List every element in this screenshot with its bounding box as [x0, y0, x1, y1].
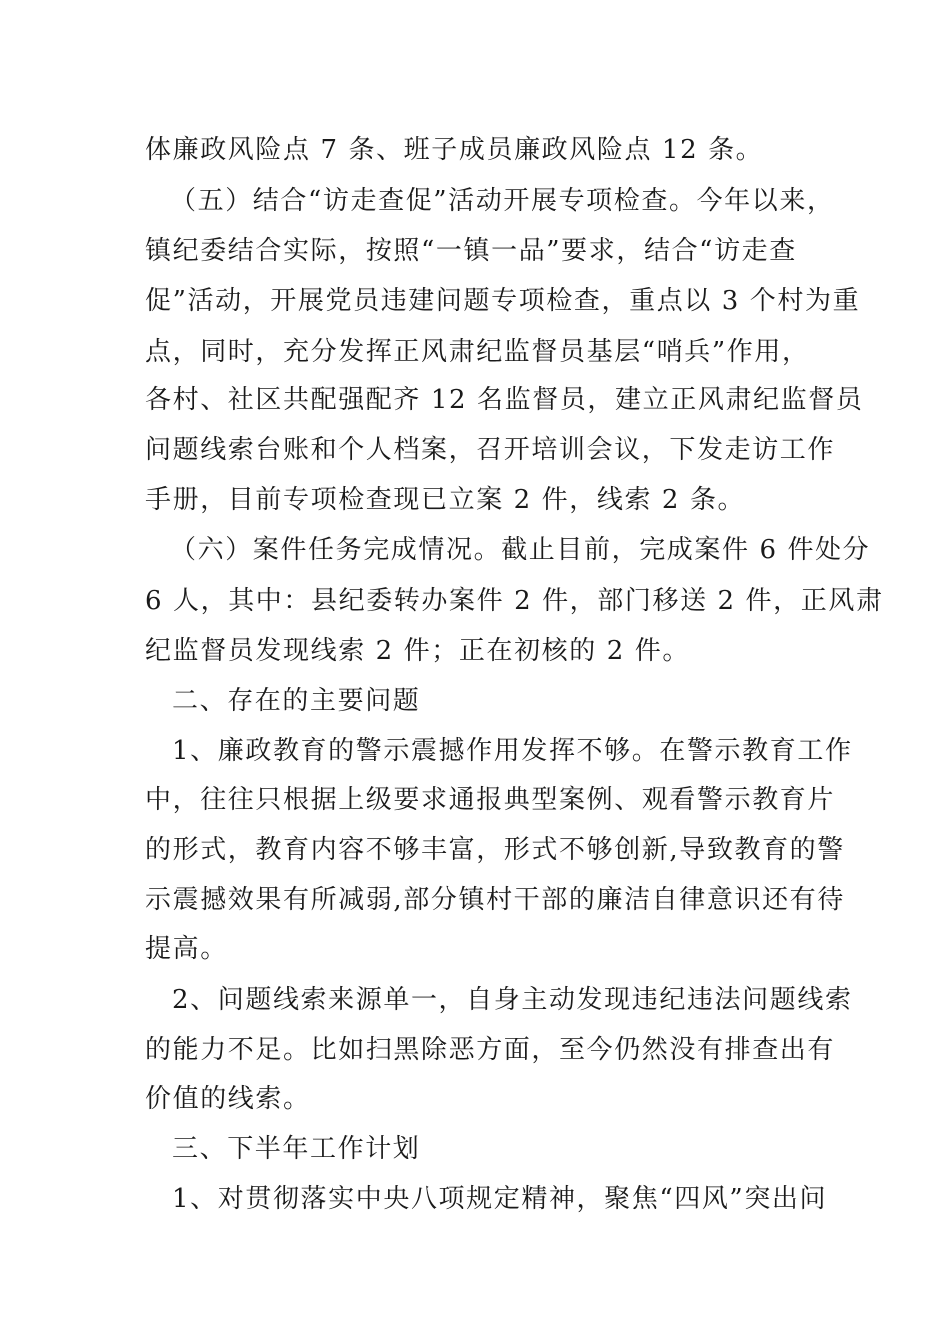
text-line: 体廉政风险点 7 条、班子成员廉政风险点 12 条。 — [145, 135, 764, 165]
text-line: 6 人，其中：县纪委转办案件 2 件，部门移送 2 件，正风肃 — [145, 586, 884, 616]
text-line: （六）案件任务完成情况。截止目前，完成案件 6 件处分 — [170, 535, 871, 565]
text-line: 纪监督员发现线索 2 件；正在初核的 2 件。 — [145, 636, 690, 666]
text-line: 1、廉政教育的警示震撼作用发挥不够。在警示教育工作 — [172, 736, 853, 766]
text-line: 的形式，教育内容不够丰富，形式不够创新,导致教育的警 — [145, 835, 845, 865]
text-line: 2、问题线索来源单一，自身主动发现违纪违法问题线索 — [172, 985, 853, 1015]
text-line: 价值的线索。 — [145, 1084, 311, 1114]
text-line: 的能力不足。比如扫黑除恶方面，至今仍然没有排查出有 — [145, 1035, 836, 1065]
text-line: 1、对贯彻落实中央八项规定精神，聚焦“四风”突出问 — [172, 1184, 828, 1214]
text-line: 手册，目前专项检查现已立案 2 件，线索 2 条。 — [145, 485, 746, 515]
text-line: 问题线索台账和个人档案，召开培训会议，下发走访工作 — [145, 435, 836, 465]
text-line: 促”活动，开展党员违建问题专项检查，重点以 3 个村为重 — [145, 286, 861, 316]
text-line: （五）结合“访走查促”活动开展专项检查。今年以来， — [170, 186, 835, 216]
text-line: 示震撼效果有所减弱,部分镇村干部的廉洁自律意识还有待 — [145, 885, 845, 915]
text-line: 各村、社区共配强配齐 12 名监督员，建立正风肃纪监督员 — [145, 385, 864, 415]
text-line: 点，同时，充分发挥正风肃纪监督员基层“哨兵”作用， — [145, 337, 810, 367]
text-line: 提高。 — [145, 934, 228, 964]
text-line: 中，往往只根据上级要求通报典型案例、观看警示教育片 — [145, 785, 836, 815]
section-heading: 三、下半年工作计划 — [172, 1134, 421, 1164]
text-line: 镇纪委结合实际，按照“一镇一品”要求，结合“访走查 — [145, 236, 797, 266]
section-heading: 二、存在的主要问题 — [172, 686, 421, 716]
